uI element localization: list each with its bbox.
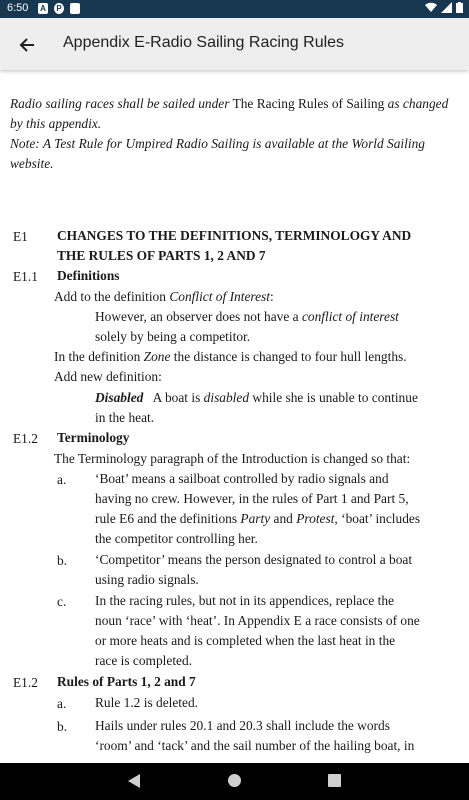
- document-content[interactable]: [0, 70, 469, 763]
- battery-icon: [456, 2, 463, 13]
- list-marker: a.: [57, 696, 67, 711]
- page-title: Appendix E-Radio Sailing Racing Rules: [63, 34, 345, 51]
- wifi-icon: [425, 2, 437, 13]
- body-line: The Terminology paragraph of the Introduction is changed so that:: [54, 451, 411, 466]
- list-marker: c.: [57, 594, 67, 609]
- body-line: race is completed.: [95, 653, 193, 668]
- section-number: E1.1: [13, 269, 38, 284]
- body-line: or more heats and is completed when the last heat in the: [95, 633, 396, 648]
- section-title: Rules of Parts 1, 2 and 7: [57, 674, 196, 689]
- list-marker: b.: [57, 719, 68, 734]
- nav-back-icon[interactable]: [128, 774, 140, 788]
- body-line: Hails under rules 20.1 and 20.3 shall include the words: [95, 718, 390, 733]
- body-line: solely by being a competitor.: [95, 329, 251, 344]
- list-marker: b.: [57, 553, 68, 568]
- back-button[interactable]: [14, 32, 40, 58]
- intro-rrs-title: The Racing Rules of Sailing: [232, 96, 385, 111]
- body-line: Add to the definition Conflict of Interest:: [54, 289, 274, 304]
- intro-text: Radio sailing races shall be sailed under: [10, 96, 230, 111]
- body-line: However, an observer does not have a conflict of interest: [95, 309, 399, 324]
- body-line: Disabled A boat is disabled while she is unable to continue: [95, 390, 418, 405]
- intro-text-end: as changed by this appendix.: [10, 96, 449, 131]
- body-line: In the racing rules, but not in its appendices, replace the: [95, 593, 394, 608]
- body-line: ‘Boat’ means a sailboat controlled by radio signals and: [95, 471, 389, 486]
- intro-note: Note: A Test Rule for Umpired Radio Sailing is available at the World Sailing website.: [10, 136, 425, 171]
- status-time: 6:50: [7, 2, 29, 14]
- notification-p-icon: P: [54, 3, 64, 14]
- body-line: Rule 1.2 is deleted.: [95, 695, 199, 710]
- body-line: Add new definition:: [54, 369, 162, 384]
- section-number: E1.2: [13, 675, 38, 690]
- body-line: the competitor controlling her.: [95, 531, 258, 546]
- notification-a-icon: A: [38, 3, 48, 14]
- arrow-left-icon: [19, 37, 35, 53]
- section-title: Terminology: [57, 430, 130, 445]
- nav-home-icon[interactable]: [228, 774, 241, 787]
- nav-recents-icon[interactable]: [328, 774, 341, 787]
- status-bar: [0, 0, 469, 18]
- body-line: using radio signals.: [95, 572, 199, 587]
- section-title-line2: THE RULES OF PARTS 1, 2 AND 7: [57, 248, 266, 263]
- section-number: E1.2: [13, 431, 38, 446]
- section-title: Definitions: [57, 268, 120, 283]
- body-line: in the heat.: [95, 410, 155, 425]
- signal-icon: [441, 2, 452, 13]
- body-line: ‘Competitor’ means the person designated to control a boat: [95, 552, 413, 567]
- body-line: noun ‘race’ with ‘heat’. In Appendix E a race consists of one: [95, 613, 420, 628]
- body-line: having no crew. However, in the rules of Part 1 and Part 5,: [95, 491, 409, 506]
- notification-sd-icon: [70, 3, 80, 14]
- system-nav-bar: [0, 763, 469, 800]
- intro-paragraph: [10, 94, 460, 174]
- body-line: ‘room’ and ‘tack’ and the sail number of the hailing boat, in: [95, 738, 415, 753]
- body-line: In the definition Zone the distance is changed to four hull lengths.: [54, 349, 407, 364]
- section-title: CHANGES TO THE DEFINITIONS, TERMINOLOGY AND: [57, 228, 412, 243]
- body-line: rule E6 and the definitions Party and Protest, ‘boat’ includes: [95, 511, 421, 526]
- section-number: E1: [13, 229, 28, 244]
- list-marker: a.: [57, 472, 67, 487]
- app-toolbar: [0, 18, 469, 70]
- status-icons: [425, 2, 463, 13]
